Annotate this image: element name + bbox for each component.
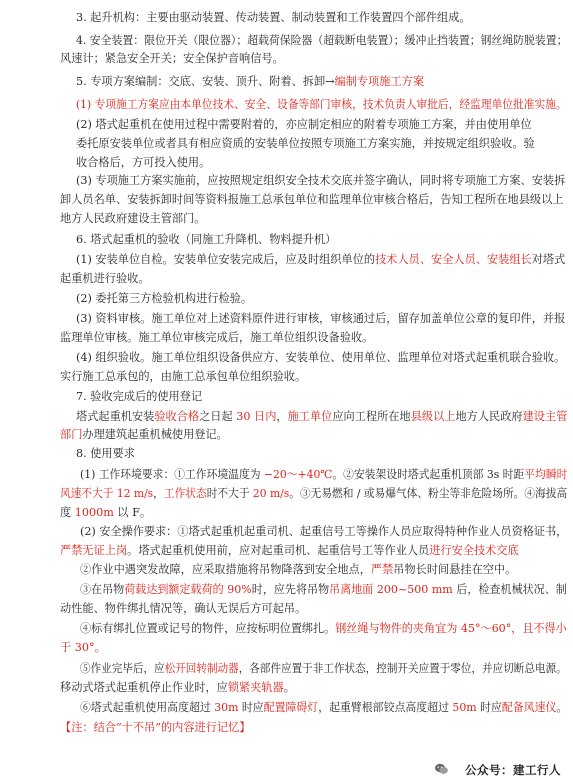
text-line <box>80 524 567 539</box>
highlighted-text: 【注：结合“十不吊”的内容进行记忆】 <box>60 721 251 734</box>
text-segment: ，各部件应置于非工作状态，控制开关应置于零位，并应切断总电源。 <box>238 662 567 675</box>
highlighted-text: 荷载达到额定载荷的 90% <box>124 583 252 596</box>
text-segment: 卸人员名单、安装拆卸时间等资料报施工总承包单位和监理单位审核合格后，告知工程所在地县级以上 <box>60 193 564 206</box>
text-segment: 时不大于 <box>206 487 253 500</box>
text-segment: 7. 验收完成后的使用登记 <box>76 390 203 403</box>
highlighted-text: 配备风速仪 <box>501 701 557 714</box>
highlighted-text: 风速不大于 12 m/s <box>60 487 154 500</box>
highlighted-text: 配置障碍灯 <box>263 701 319 714</box>
text-line <box>60 601 306 616</box>
text-line <box>76 155 210 170</box>
highlighted-text: 30m <box>214 701 239 714</box>
highlighted-text: 严禁 <box>370 563 394 576</box>
text-line <box>76 136 535 151</box>
text-segment: 收合格后，方可投入使用。 <box>76 156 211 169</box>
text-segment: ， <box>276 410 288 423</box>
highlighted-text: 松开回转制动器 <box>164 662 239 675</box>
highlighted-text: 1000m <box>74 506 114 519</box>
text-line <box>76 10 471 25</box>
text-segment: (3) 专项施工方案实施前，应按照规定组织安全技术交底并签字确认，同时将专项施工方案、安装拆 <box>76 174 566 187</box>
text-segment: ， <box>153 487 164 500</box>
text-segment: 地方人民政府 <box>455 410 523 423</box>
text-segment: 移动式塔式起重机停止作业时，应 <box>60 681 228 694</box>
text-segment: 后，检查机械状况、制 <box>452 583 567 596</box>
text-line <box>76 232 336 247</box>
text-line <box>60 271 150 286</box>
highlighted-text: (1) 专项施工方案应由本单位技术、安全、设备等部门审核，技术负责人审批后，经监理单位批准实施。 <box>76 98 567 111</box>
text-line <box>60 427 228 442</box>
text-line <box>76 173 565 188</box>
text-segment: 监理单位审核。施工单位审核完成后，施工单位组织设备验收。 <box>60 331 374 344</box>
text-line <box>60 51 284 66</box>
text-line <box>60 330 373 345</box>
text-segment: (2) 塔式起重机在使用过程中需要附着的，亦应制定相应的附着专项施工方案，并由使用单位 <box>76 118 532 131</box>
text-segment: (2) 委托第三方检验机构进行检验。 <box>76 292 253 305</box>
text-segment: 时应 <box>238 701 264 714</box>
text-line <box>76 252 565 267</box>
text-segment: (1) 工作环境要求：①工作环境温度为 <box>80 468 264 481</box>
highlighted-text: 严禁无证上岗 <box>60 544 128 557</box>
text-segment: ④标有绑扎位置或记号的物件，应按标明位置绑扎。 <box>80 622 336 635</box>
footer-account-label: 公众号：建工行人 <box>465 763 561 777</box>
text-line <box>76 409 567 424</box>
text-line <box>60 369 306 384</box>
highlighted-text: 50m <box>452 701 477 714</box>
highlighted-text: 20 m/s <box>252 487 290 500</box>
highlighted-text: 县级以上 <box>410 410 456 423</box>
text-segment: (4) 组织验收。施工单位组织设备供应方、安装单位、使用单位、监理单位对塔式起重机联合验收。 <box>76 351 566 364</box>
text-segment: 6. 塔式起重机的验收（同施工升降机、物料提升机） <box>76 233 337 246</box>
text-line <box>76 389 202 404</box>
text-line <box>76 291 252 306</box>
text-segment: ，起重臂根部铰点高度超过 <box>318 701 453 714</box>
text-segment: 对塔式 <box>531 253 566 266</box>
text-segment: 以 F。 <box>113 506 152 519</box>
text-segment: (2) 安全操作要求：①塔式起重机起重司机、起重信号工等操作人员应取得特种作业人员资格证书， <box>80 525 568 538</box>
text-line <box>60 211 205 226</box>
highlighted-text: 进行安全技术交底 <box>429 544 519 557</box>
highlighted-text: 工作状态 <box>163 487 207 500</box>
text-line <box>60 192 563 207</box>
highlighted-text: 30 日内 <box>236 410 277 423</box>
highlighted-text: 于 30°。 <box>60 641 106 654</box>
text-line <box>76 97 567 112</box>
text-segment: 。③无易燃和 / 或易爆气体、粉尘等非危险场所。④海拔高 <box>289 487 568 500</box>
text-segment: 4. 安全装置：限位开关（限位器）；超载荷保险器（超载断电装置）；缓冲止挡装置；钢丝绳防脱装置； <box>76 34 568 47</box>
text-segment: (1) 安装单位自检。安装单位安装完成后，应及时组织单位的 <box>76 253 376 266</box>
text-line <box>80 562 516 577</box>
text-line <box>80 467 567 482</box>
text-segment: 时，应先将吊物 <box>251 583 330 596</box>
highlighted-text: 编制专项施工方案 <box>334 75 425 88</box>
text-line <box>76 446 135 461</box>
text-segment: 吊物长时间悬挂在空中。 <box>393 563 517 576</box>
text-segment: 之日起 <box>199 410 237 423</box>
highlighted-text: 验收合格 <box>154 410 200 423</box>
text-line <box>60 486 567 501</box>
text-segment: 塔式起重机安装 <box>76 410 155 423</box>
text-segment: ⑤作业完毕后，应 <box>80 662 165 675</box>
text-line <box>60 640 106 655</box>
text-segment: 起重机进行验收。 <box>60 272 150 285</box>
text-segment: (3) 资料审核。施工单位对上述资料原件进行审核，审核通过后，留存加盖单位公章的复印件，并报 <box>76 312 566 325</box>
text-line <box>76 117 532 132</box>
text-segment: 风速计；紧急安全开关；安全保护音响信号。 <box>60 52 284 65</box>
text-segment: 动性能、物件绑扎情况等，确认无误后方可起吊。 <box>60 602 307 615</box>
highlighted-text: 建设主管 <box>522 410 568 423</box>
text-segment: 。 <box>556 701 568 714</box>
text-segment: 度 <box>60 506 75 519</box>
highlighted-text: −20～+40℃ <box>263 468 333 481</box>
highlighted-text: 钢丝绳与物件的夹角宜为 45°～60°，且不得小 <box>335 622 567 635</box>
text-segment: 5. 专项方案编制：交底、安装、顶升、附着、拆卸→ <box>76 75 335 88</box>
highlighted-text: 吊离地面 200~500 mm <box>329 583 453 596</box>
highlighted-text: 施工单位 <box>287 410 333 423</box>
text-line <box>76 311 565 326</box>
text-segment: 应向工程所在地 <box>332 410 411 423</box>
text-segment: ③在吊物 <box>80 583 125 596</box>
text-line <box>80 661 567 676</box>
highlighted-text: 技术人员、安全人员、安装组长 <box>375 253 532 266</box>
highlighted-text: 平均瞬时 <box>524 468 568 481</box>
text-segment: 委托原安装单位或者具有相应资质的安装单位按照专项施工方案实施，并按规定组织验收。验 <box>76 137 535 150</box>
text-segment: 地方人民政府建设主管部门。 <box>60 212 206 225</box>
text-line <box>60 720 250 735</box>
text-line <box>76 33 567 48</box>
text-line <box>76 350 565 365</box>
text-segment: 3. 起升机构：主要由驱动装置、传动装置、制动装置和工作装置四个部件组成。 <box>76 11 471 24</box>
text-segment: 办理建筑起重机械使用登记。 <box>82 428 228 441</box>
text-segment: 。塔式起重机使用前，应对起重司机、起重信号工等作业人员 <box>127 544 430 557</box>
text-segment: 。②安装架设时塔式起重机顶部 3s 时距 <box>332 468 525 481</box>
text-segment: ⑥塔式起重机使用高度超过 <box>80 701 215 714</box>
text-segment: 时应 <box>476 701 502 714</box>
text-segment: 实行施工总承包的，由施工总承包单位组织验收。 <box>60 370 307 383</box>
text-segment: 。 <box>283 681 295 694</box>
text-line <box>80 582 567 597</box>
highlighted-text: 部门 <box>60 428 83 441</box>
text-line <box>60 543 519 558</box>
text-line <box>80 621 567 636</box>
text-segment: 8. 使用要求 <box>76 447 135 460</box>
highlighted-text: 锁紧夹轨器 <box>227 681 284 694</box>
text-segment: ②作业中遇突发故障，应采取措施将吊物降落到安全地点， <box>80 563 371 576</box>
text-line <box>80 700 567 715</box>
text-line <box>76 74 424 89</box>
text-line <box>60 505 151 520</box>
wechat-icon <box>435 763 448 775</box>
text-line <box>60 680 295 695</box>
